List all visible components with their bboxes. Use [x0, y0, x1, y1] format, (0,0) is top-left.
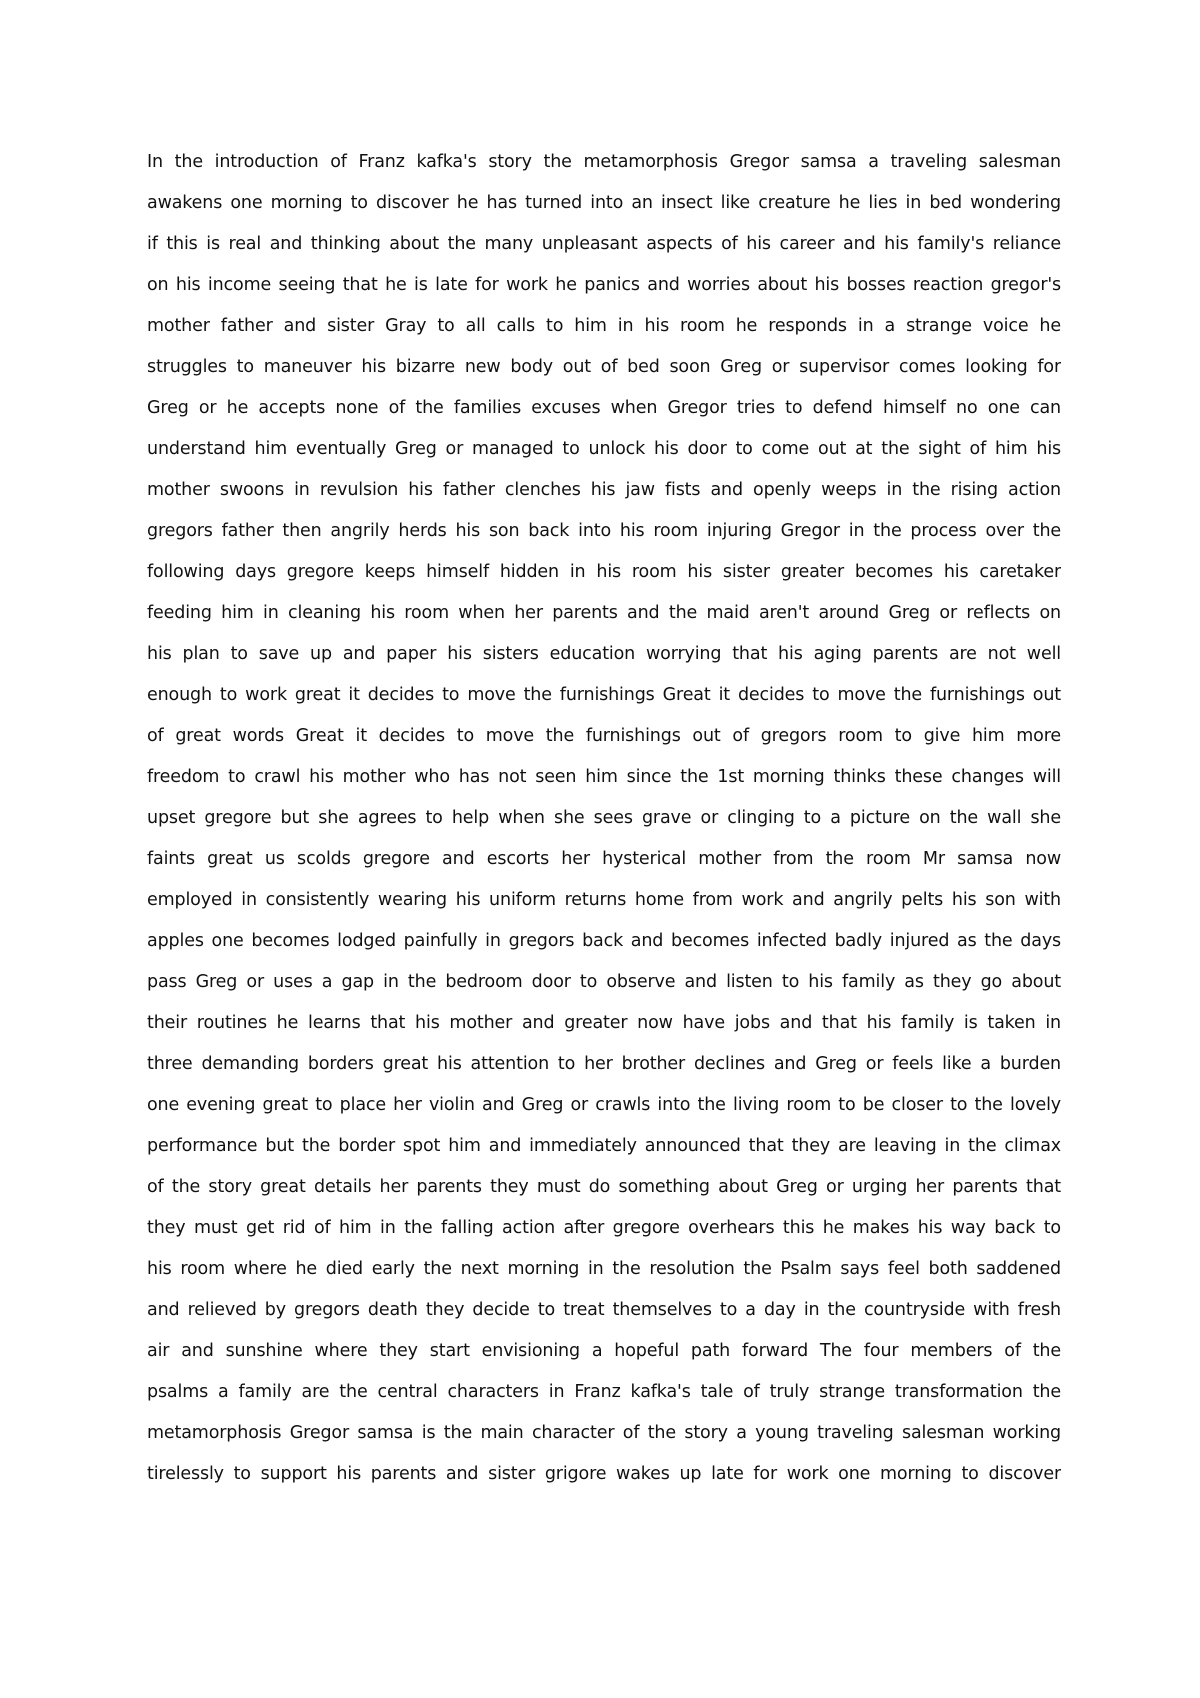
text-line-29: and relieved by gregors death they decide to treat themselves to a day in the countryside with fresh — [147, 1300, 1061, 1320]
text-line-21: pass Greg or uses a gap in the bedroom door to observe and listen to his family as they go about — [147, 972, 1061, 992]
text-line-7: Greg or he accepts none of the families excuses when Gregor tries to defend himself no one can — [147, 398, 1061, 418]
text-line-28: his room where he died early the next morning in the resolution the Psalm says feel both saddened — [147, 1259, 1061, 1279]
text-line-24: one evening great to place her violin and Greg or crawls into the living room to be closer to the lovely — [147, 1095, 1061, 1115]
text-line-33: tirelessly to support his parents and sister grigore wakes up late for work one morning to discover — [147, 1464, 1061, 1484]
text-line-14: enough to work great it decides to move the furnishings Great it decides to move the furnishings out — [147, 685, 1061, 705]
text-line-20: apples one becomes lodged painfully in gregors back and becomes infected badly injured as the days — [147, 931, 1061, 951]
text-line-30: air and sunshine where they start envisioning a hopeful path forward The four members of the — [147, 1341, 1061, 1361]
text-line-9: mother swoons in revulsion his father clenches his jaw fists and openly weeps in the rising action — [147, 480, 1061, 500]
text-line-25: performance but the border spot him and immediately announced that they are leaving in the climax — [147, 1136, 1061, 1156]
text-line-13: his plan to save up and paper his sisters education worrying that his aging parents are not well — [147, 644, 1061, 664]
text-line-23: three demanding borders great his attention to her brother declines and Greg or feels like a burden — [147, 1054, 1061, 1074]
text-line-1: In the introduction of Franz kafka's story the metamorphosis Gregor samsa a traveling salesman — [147, 152, 1061, 172]
text-line-3: if this is real and thinking about the many unpleasant aspects of his career and his family's reliance — [147, 234, 1061, 254]
text-line-32: metamorphosis Gregor samsa is the main character of the story a young traveling salesman working — [147, 1423, 1061, 1443]
text-line-18: faints great us scolds gregore and escorts her hysterical mother from the room Mr samsa now — [147, 849, 1061, 869]
text-line-10: gregors father then angrily herds his son back into his room injuring Gregor in the process over the — [147, 521, 1061, 541]
text-line-5: mother father and sister Gray to all calls to him in his room he responds in a strange voice he — [147, 316, 1061, 336]
text-line-31: psalms a family are the central characters in Franz kafka's tale of truly strange transformation the — [147, 1382, 1061, 1402]
text-line-8: understand him eventually Greg or managed to unlock his door to come out at the sight of him his — [147, 439, 1061, 459]
text-line-22: their routines he learns that his mother and greater now have jobs and that his family is taken in — [147, 1013, 1061, 1033]
text-line-15: of great words Great it decides to move the furnishings out of gregors room to give him more — [147, 726, 1061, 746]
text-line-19: employed in consistently wearing his uniform returns home from work and angrily pelts his son with — [147, 890, 1061, 910]
text-line-27: they must get rid of him in the falling action after gregore overhears this he makes his way back to — [147, 1218, 1061, 1238]
text-line-17: upset gregore but she agrees to help when she sees grave or clinging to a picture on the wall she — [147, 808, 1061, 828]
text-line-16: freedom to crawl his mother who has not seen him since the 1st morning thinks these changes will — [147, 767, 1061, 787]
text-line-2: awakens one morning to discover he has turned into an insect like creature he lies in bed wondering — [147, 193, 1061, 213]
text-line-6: struggles to maneuver his bizarre new body out of bed soon Greg or supervisor comes looking for — [147, 357, 1061, 377]
text-line-11: following days gregore keeps himself hidden in his room his sister greater becomes his caretaker — [147, 562, 1061, 582]
text-line-4: on his income seeing that he is late for work he panics and worries about his bosses reaction gregor's — [147, 275, 1061, 295]
text-line-12: feeding him in cleaning his room when her parents and the maid aren't around Greg or reflects on — [147, 603, 1061, 623]
text-line-26: of the story great details her parents they must do something about Greg or urging her parents that — [147, 1177, 1061, 1197]
body-paragraph — [147, 142, 1061, 1495]
